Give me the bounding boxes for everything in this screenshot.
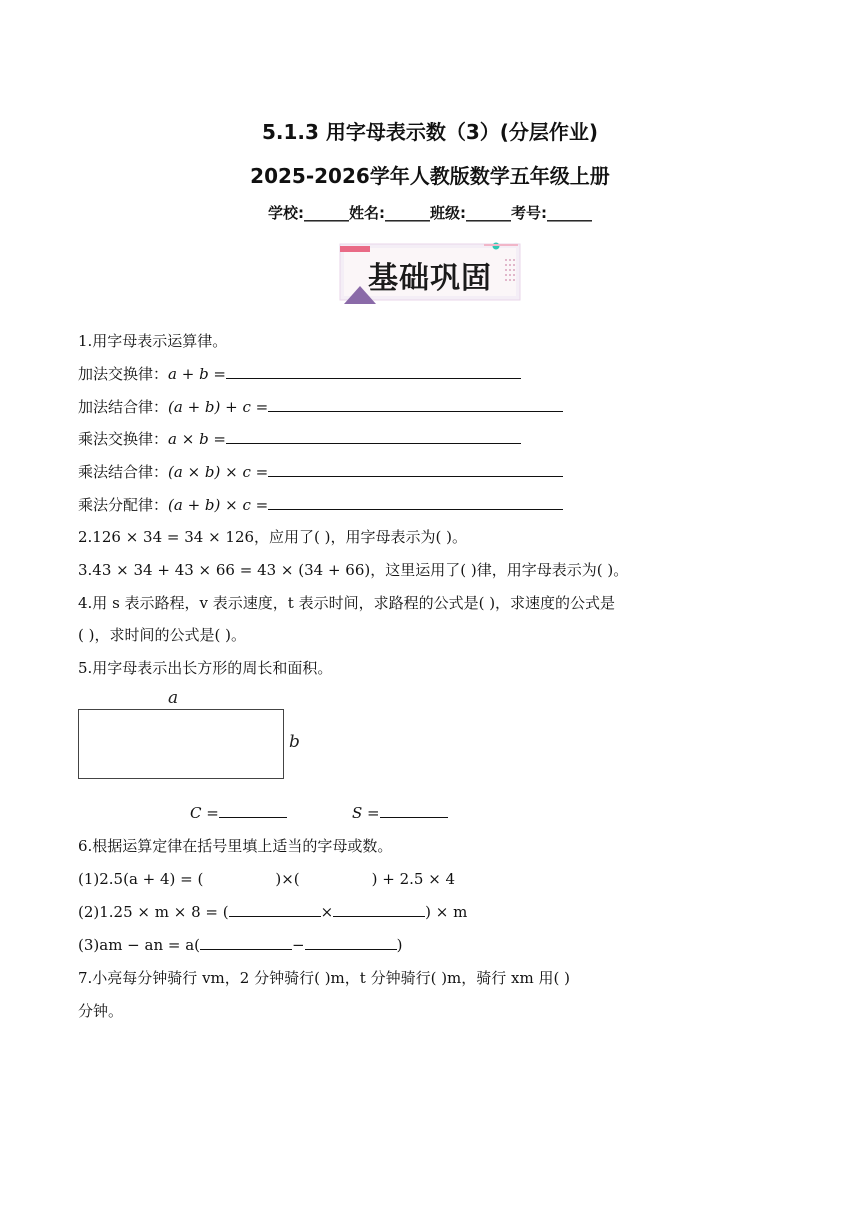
answer-blank[interactable] xyxy=(380,803,448,818)
rect-label-a: a xyxy=(168,688,179,708)
q6-item2-suffix: ) × m xyxy=(425,903,468,921)
q6-item1-prefix: (1)2.5(a + 4) = ( xyxy=(78,870,204,888)
answer-blank[interactable] xyxy=(200,935,292,950)
q1-item-expr: a × b = xyxy=(168,430,227,448)
q1-item-label: 乘法结合律： xyxy=(78,463,169,481)
q1-item xyxy=(78,397,563,417)
q6-item2-op: × xyxy=(320,903,334,921)
answer-blank[interactable] xyxy=(333,902,425,917)
q1-item-expr: (a × b) × c = xyxy=(168,463,269,481)
q6-item-3 xyxy=(78,935,402,955)
student-info-line: 学校:______姓名:______班级:______考号:______ xyxy=(268,204,592,222)
answer-blank[interactable] xyxy=(226,429,521,444)
q1-stem: 1.用字母表示运算律。 xyxy=(78,332,228,350)
q4-line2: ( )，求时间的公式是( )。 xyxy=(78,626,246,644)
q1-item xyxy=(78,364,521,384)
section-banner xyxy=(334,240,526,304)
q6-item2-prefix: (2)1.25 × m × 8 = ( xyxy=(78,903,229,921)
q6-item3-prefix: (3)am − an = a( xyxy=(78,936,201,954)
q1-item-expr: (a + b) + c = xyxy=(168,398,269,416)
rectangle-figure xyxy=(78,709,284,779)
q1-item-label: 加法交换律： xyxy=(78,365,169,383)
q6-item-2 xyxy=(78,902,467,922)
answer-blank[interactable] xyxy=(268,397,563,412)
q6-item-1 xyxy=(78,869,455,889)
q6-item3-op: − xyxy=(292,936,305,954)
q1-item-label: 乘法分配律： xyxy=(78,496,169,514)
page-title: 5.1.3 用字母表示数（3）(分层作业) xyxy=(261,120,599,144)
answer-blank[interactable] xyxy=(305,935,397,950)
perimeter-label: C = xyxy=(190,804,219,822)
q2-text: 2.126 × 34 = 34 × 126，应用了( )，用字母表示为( )。 xyxy=(78,528,468,546)
q4-line1: 4.用 s 表示路程，v 表示速度，t 表示时间，求路程的公式是( )，求速度的公式是 xyxy=(78,594,616,612)
area-label: S = xyxy=(352,804,380,822)
q1-item xyxy=(78,429,521,449)
q1-item-label: 加法结合律： xyxy=(78,398,169,416)
answer-blank[interactable] xyxy=(268,495,563,510)
q6-item3-suffix: ) xyxy=(396,936,403,954)
answer-blank[interactable] xyxy=(219,803,287,818)
q1-item-expr: (a + b) × c = xyxy=(168,496,269,514)
q7-line1: 7.小亮每分钟骑行 vm，2 分钟骑行( )m，t 分钟骑行( )m，骑行 xm 用( ) xyxy=(78,969,570,987)
q7-line2: 分钟。 xyxy=(78,1002,124,1020)
q1-item xyxy=(78,462,563,482)
q1-item xyxy=(78,495,563,515)
page-subtitle: 2025-2026学年人教版数学五年级上册 xyxy=(250,164,610,188)
q6-item1-suffix: ) + 2.5 × 4 xyxy=(371,870,456,888)
area-answer xyxy=(352,803,448,823)
banner-text: 基础巩固 xyxy=(368,261,492,296)
q6-stem: 6.根据运算定律在括号里填上适当的字母或数。 xyxy=(78,837,393,855)
answer-blank[interactable] xyxy=(268,462,563,477)
q6-item1-mid: )×( xyxy=(275,870,300,888)
q3-text: 3.43 × 34 + 43 × 66 = 43 × (34 + 66)，这里运用了( )律，用字母表示为( )。 xyxy=(78,561,629,579)
q1-item-label: 乘法交换律： xyxy=(78,430,169,448)
answer-blank[interactable] xyxy=(229,902,321,917)
rect-label-b: b xyxy=(289,732,300,752)
q5-stem: 5.用字母表示出长方形的周长和面积。 xyxy=(78,659,333,677)
answer-blank[interactable] xyxy=(226,364,521,379)
perimeter-answer xyxy=(190,803,287,823)
q1-item-expr: a + b = xyxy=(168,365,227,383)
